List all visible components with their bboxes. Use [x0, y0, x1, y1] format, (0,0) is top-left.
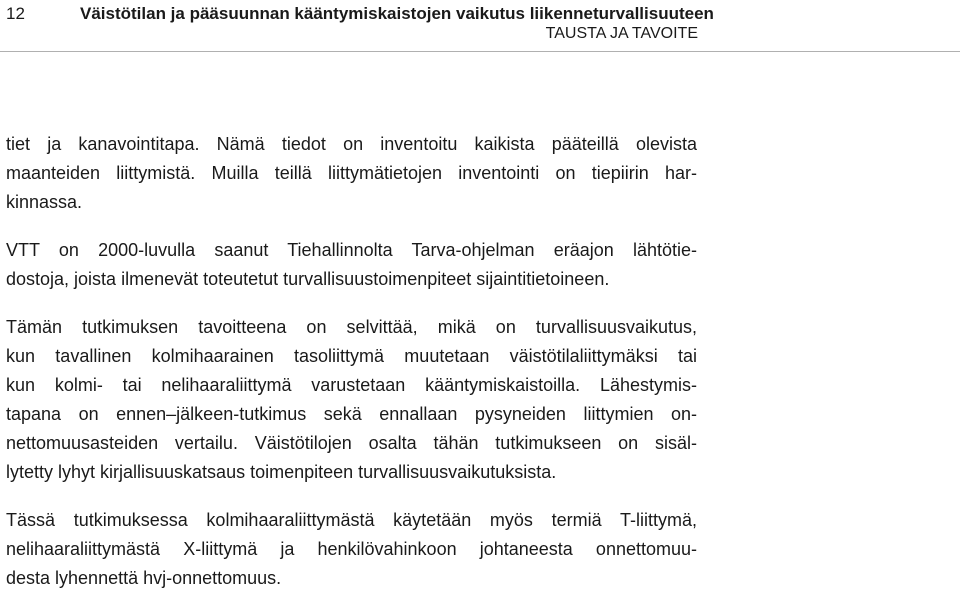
paragraph-4 [6, 506, 697, 593]
header-divider [0, 51, 960, 52]
text-line: tiet ja kanavointitapa. Nämä tiedot on inventoitu kaikista pääteillä olevista [6, 134, 697, 154]
text-line: nelihaaraliittymästä X-liittymä ja henkilövahinkoon johtaneesta onnettomuu- [6, 539, 697, 559]
text-line: kun kolmi- tai nelihaaraliittymä varustetaan kääntymiskaistoilla. Lähestymis- [6, 375, 697, 395]
text-line: dostoja, joista ilmenevät toteutetut turvallisuustoimenpiteet sijaintitietoineen. [6, 269, 610, 289]
text-line: tapana on ennen–jälkeen-tutkimus sekä ennallaan pysyneiden liittymien on- [6, 404, 697, 424]
text-line: VTT on 2000-luvulla saanut Tiehallinnolta Tarva-ohjelman eräajon lähtötie- [6, 240, 697, 260]
text-line: Tämän tutkimuksen tavoitteena on selvittää, mikä on turvallisuusvaikutus, [6, 317, 697, 337]
text-line: kinnassa. [6, 192, 83, 212]
section-title: TAUSTA JA TAVOITE [545, 25, 698, 42]
text-line: kun tavallinen kolmihaarainen tasoliittymä muutetaan väistötilaliittymäksi tai [6, 346, 697, 366]
paragraph-1 [6, 130, 697, 217]
text-line: nettomuusasteiden vertailu. Väistötilojen osalta tähän tutkimukseen on sisäl- [6, 433, 697, 453]
text-line: Tässä tutkimuksessa kolmihaaraliittymästä käytetään myös termiä T-liittymä, [6, 510, 697, 530]
text-line: maanteiden liittymistä. Muilla teillä liittymätietojen inventointi on tiepiirin har- [6, 163, 697, 183]
text-line: desta lyhennettä hvj-onnettomuus. [6, 568, 282, 588]
paragraph-2 [6, 236, 697, 294]
text-line: lytetty lyhyt kirjallisuuskatsaus toimenpiteen turvallisuusvaikutuksista. [6, 462, 557, 482]
page-number: 12 [6, 4, 25, 23]
document-title: Väistötilan ja pääsuunnan kääntymiskaistojen vaikutus liikenneturvallisuuteen [80, 4, 714, 23]
paragraph-3 [6, 313, 697, 487]
body-text [6, 130, 697, 612]
